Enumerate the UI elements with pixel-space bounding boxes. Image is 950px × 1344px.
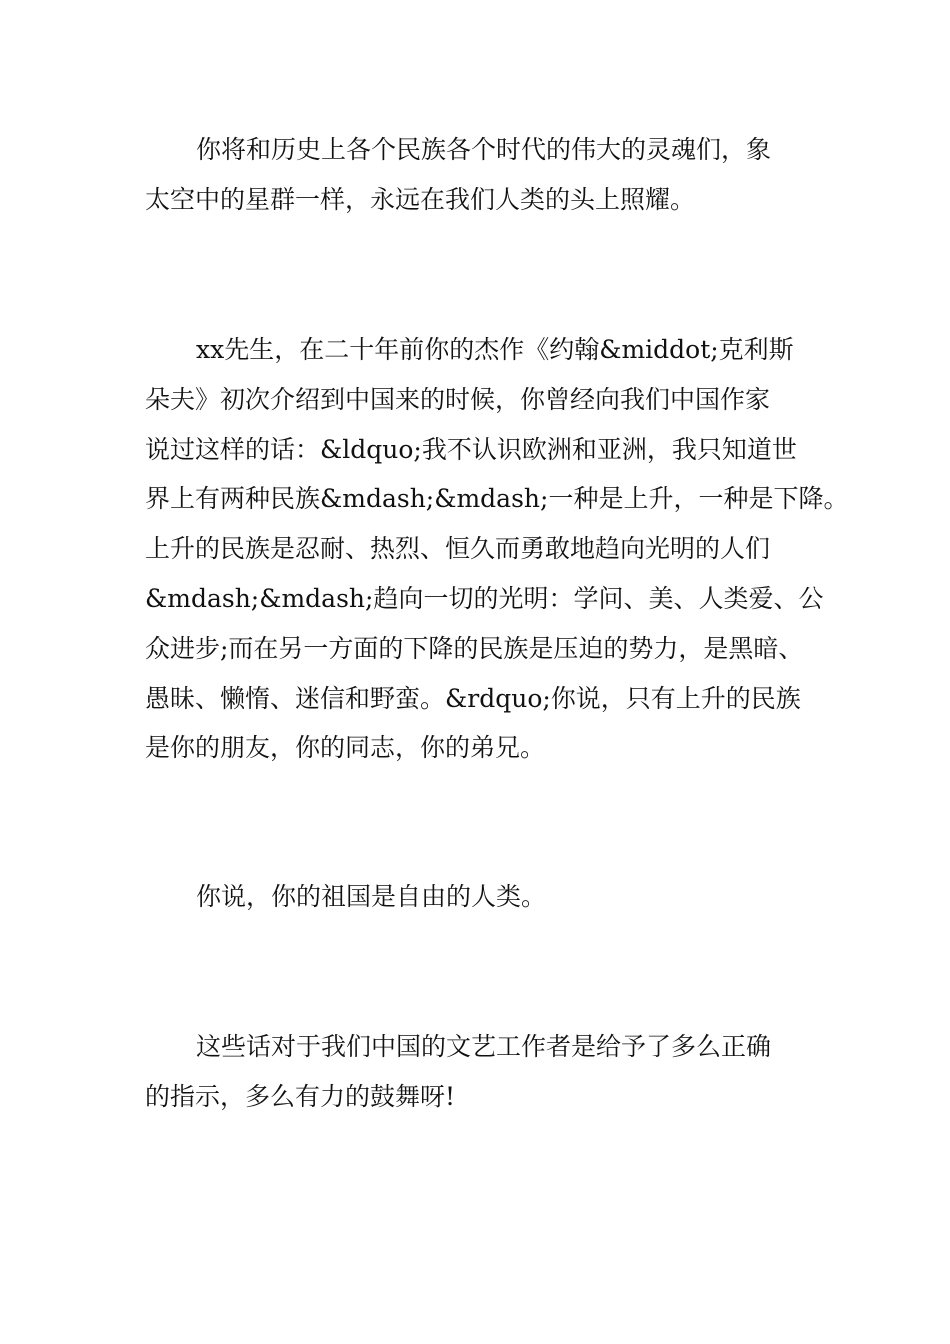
paragraph-line: 界上有两种民族&mdash;&mdash;一种是上升，一种是下降。: [145, 484, 849, 513]
paragraph-line: 愚昧、懒惰、迷信和野蛮。&rdquo;你说，只有上升的民族: [145, 684, 801, 713]
paragraph-line: 你说，你的祖国是自由的人类。: [196, 882, 547, 911]
paragraph-line: 你将和历史上各个民族各个时代的伟大的灵魂们，象: [196, 135, 772, 164]
paragraph-line: 朵夫》初次介绍到中国来的时候，你曾经向我们中国作家: [145, 385, 771, 414]
paragraph-line: xx先生，在二十年前你的杰作《约翰&middot;克利斯: [196, 335, 794, 364]
paragraph-line: 的指示，多么有力的鼓舞呀!: [145, 1082, 456, 1111]
paragraph-line: 这些话对于我们中国的文艺工作者是给予了多么正确: [196, 1032, 772, 1061]
paragraph-line: 是你的朋友，你的同志，你的弟兄。: [145, 733, 546, 762]
paragraph-line: 说过这样的话：&ldquo;我不认识欧洲和亚洲，我只知道世: [145, 435, 797, 464]
paragraph-line: 太空中的星群一样，永远在我们人类的头上照耀。: [145, 185, 696, 214]
paragraph-line: 上升的民族是忍耐、热烈、恒久而勇敢地趋向光明的人们: [145, 534, 771, 563]
paragraph-line: 众进步;而在另一方面的下降的民族是压迫的势力，是黑暗、: [145, 634, 804, 663]
paragraph-line: &mdash;&mdash;趋向一切的光明：学问、美、人类爱、公: [145, 584, 824, 613]
